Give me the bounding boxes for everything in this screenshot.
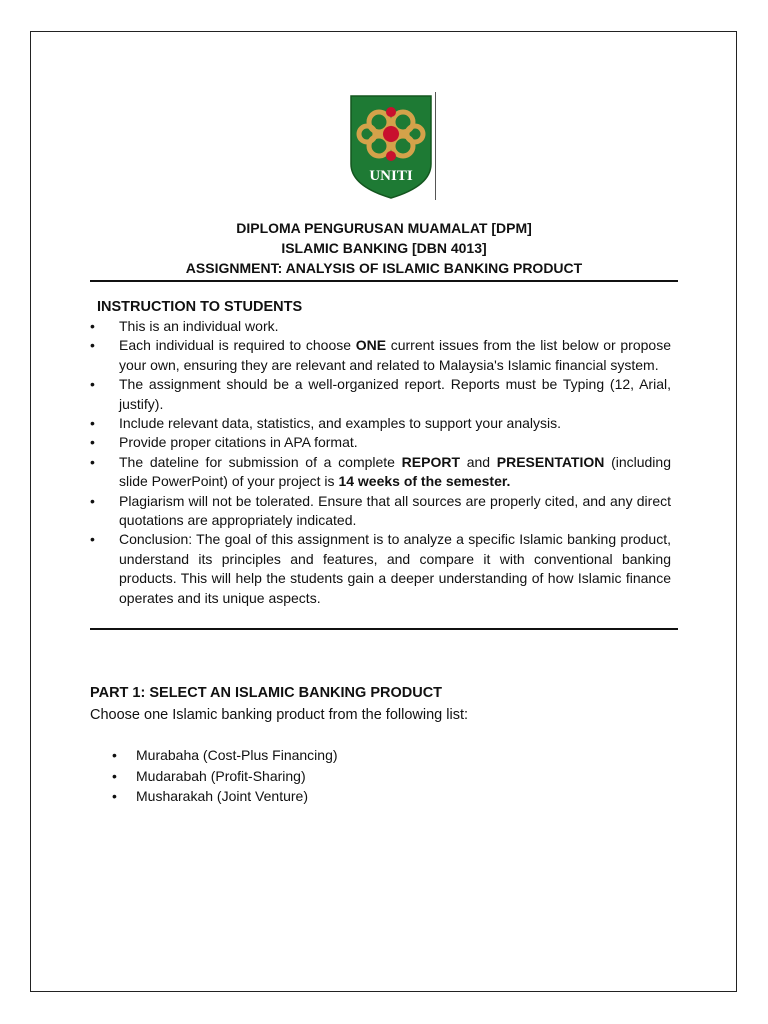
part1-intro: Choose one Islamic banking product from the following list: [90,707,468,723]
list-item-text: Plagiarism will not be tolerated. Ensure that all sources are properly cited, and any direct quotations are appropriately indicated. [119,492,671,529]
list-item [90,336,671,375]
list-item [90,433,671,452]
list-item-text: Conclusion: The goal of this assignment is to analyze a specific Islamic banking product, understand its principles and features, and compare it with conventional banking products. This will help the students gain a deeper understanding of how Islamic finance operates and its unique aspects. [119,531,671,606]
header-divider [90,280,678,282]
list-item-text: current issues from the list below or propose your own, ensuring they are relevant and related to Malaysia's Islamic financial system. [119,337,671,373]
list-item-text: (including slide PowerPoint) of your project is [119,453,671,490]
section-divider [90,628,678,630]
document-title-block [90,218,678,278]
assignment-title: ASSIGNMENT: ANALYSIS OF ISLAMIC BANKING PRODUCT [185,260,583,276]
list-item [90,453,671,492]
instructions-list [90,317,671,608]
list-item-text: This is an individual work. [119,318,279,334]
logo-divider [435,92,436,200]
emphasis-text: ONE [355,337,387,354]
list-item [90,530,671,608]
list-item-text: Provide proper citations in APA format. [119,434,358,451]
program-title: DIPLOMA PENGURUSAN MUAMALAT [DPM] [236,220,532,236]
list-item [90,317,671,336]
logo-text: UNITI [369,168,413,184]
list-item [90,375,671,414]
list-item [90,492,671,531]
list-item: • Musharakah (Joint Venture) [112,786,338,807]
uniti-logo [349,94,433,200]
list-item-text: and [460,453,497,470]
list-item-text: The assignment should be a well-organized report. Reports must be Typing (12, Arial, justify). [119,376,671,412]
part1-heading: PART 1: SELECT AN ISLAMIC BANKING PRODUCT [90,685,443,701]
list-item [90,414,671,433]
list-item-text: Include relevant data, statistics, and examples to support your analysis. [119,415,562,432]
emphasis-text: 14 weeks of the semester. [338,473,511,490]
list-item-text: The dateline for submission of a complete [119,453,402,470]
emphasis-text: PRESENTATION [496,453,605,470]
list-item: • Mudarabah (Profit-Sharing) [112,766,338,787]
product-list [112,745,338,807]
uniti-shield-icon [349,94,433,200]
course-title: ISLAMIC BANKING [DBN 4013] [281,240,487,256]
emphasis-text: REPORT [401,453,461,470]
list-item: • Murabaha (Cost-Plus Financing) [112,745,338,766]
list-item-text: Each individual is required to choose [119,337,356,354]
instructions-heading: INSTRUCTION TO STUDENTS [97,299,303,315]
